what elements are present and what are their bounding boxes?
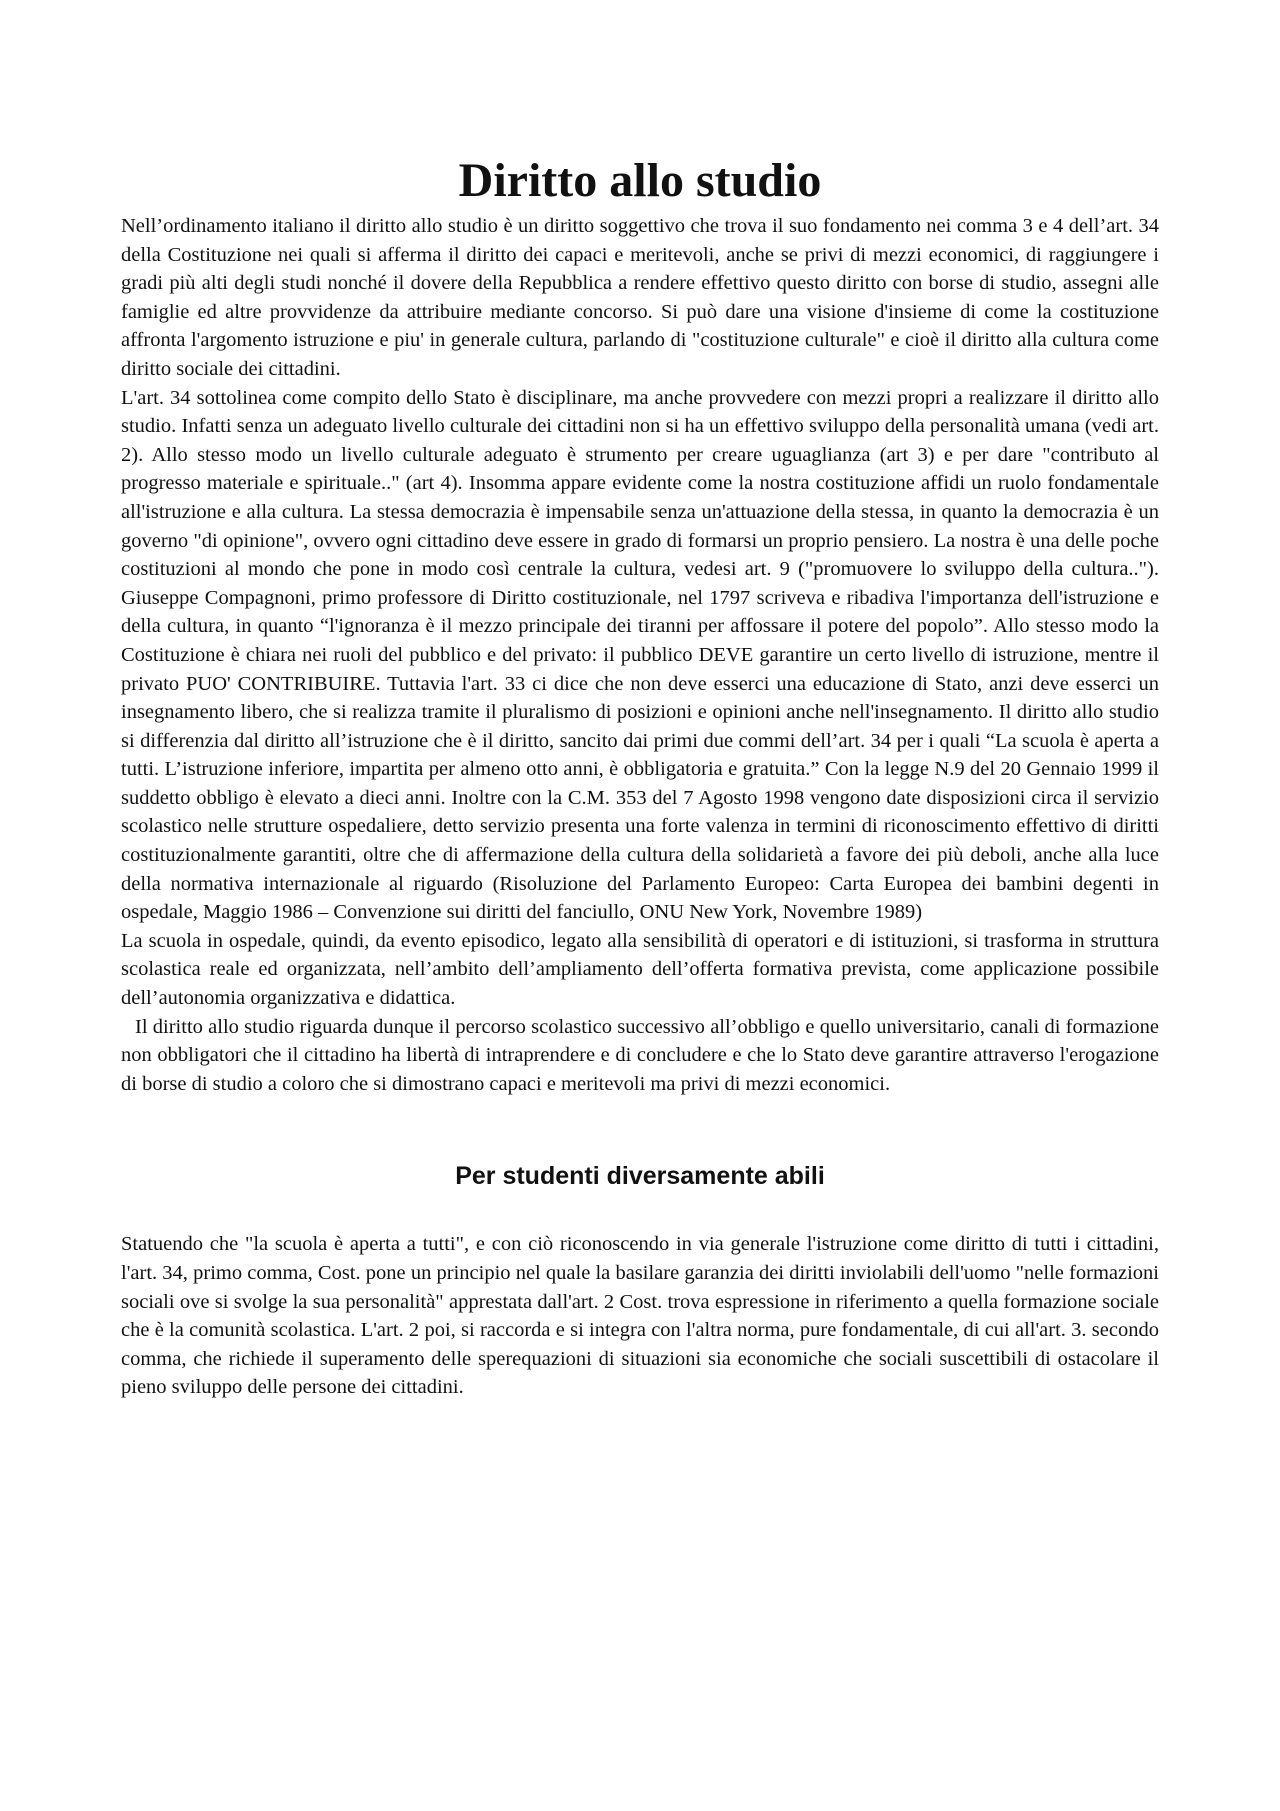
paragraph-diversamente-abili: Statuendo che "la scuola è aperta a tutti", e con ciò riconoscendo in via generale l'istruzione come diritto di tutti i cittadini, l'art. 34, primo comma, Cost. pone un principio nel quale la basilare garanzia dei diritti inviolabili dell'uomo "nelle formazioni sociali ove si svolge la sua personalità" apprestata dall'art. 2 Cost. trova espressione in riferimento a quella formazione sociale che è la comunità scolastica. L'art. 2 poi, si raccorda e si integra con l'altra norma, pure fondamentale, di cui all'art. 3. secondo comma, che richiede il superamento delle sperequazioni di situazioni sia economiche che sociali suscettibili di ostacolare il pieno sviluppo delle persone dei cittadini. bbox=[121, 1233, 1159, 1399]
paragraph-intro: Nell’ordinamento italiano il diritto allo studio è un diritto soggettivo che trova il suo fondamento nei comma 3 e 4 dell’art. 34 della Costituzione nei quali si afferma il diritto dei capaci e meritevoli, anche se privi di mezzi economici, di raggiungere i gradi più alti degli studi nonché il dovere della Repubblica a rendere effettivo questo diritto con borse di studio, assegni alle famiglie ed altre provvidenze da attribuire mediante concorso. Si può dare una visione d'insieme di come la costituzione affronta l'argomento istruzione e piu' in generale cultura, parlando di "costituzione culturale" e cioè il diritto alla cultura come diritto sociale dei cittadini. bbox=[121, 215, 1159, 380]
main-body bbox=[121, 212, 1159, 1098]
section-heading: Per studenti diversamente abili bbox=[455, 1162, 825, 1191]
paragraph-conclusion: Il diritto allo studio riguarda dunque il percorso scolastico successivo all’obbligo e quello universitario, canali di formazione non obbligatori che il cittadino ha libertà di intraprendere e di concludere e che lo Stato deve garantire attraverso l'erogazione di borse di studio a coloro che si dimostrano capaci e meritevoli ma privi di mezzi economici. bbox=[121, 1015, 1159, 1095]
section-body bbox=[121, 1230, 1159, 1402]
document-page bbox=[121, 150, 1159, 1402]
document-title: Diritto allo studio bbox=[458, 154, 822, 207]
paragraph-art34: L'art. 34 sottolinea come compito dello Stato è disciplinare, ma anche provvedere con mezzi propri a realizzare il diritto allo studio. Infatti senza un adeguato livello culturale dei cittadini non si ha un effettivo sviluppo della personalità umana (vedi art. 2). Allo stesso modo un livello culturale adeguato è strumento per creare uguaglianza (art 3) e per dare "contributo al progresso materiale e spirituale.." (art 4). Insomma appare evidente come la nostra costituzione affidi un ruolo fondamentale all'istruzione e alla cultura. La stessa democrazia è impensabile senza un'attuazione della stessa, in quanto la democrazia è un governo "di opinione", ovvero ogni cittadino deve essere in grado di formarsi un proprio pensiero. La nostra è una delle poche costituzioni al mondo che pone in modo così centrale la cultura, vedesi art. 9 ("promuovere lo sviluppo della cultura.."). Giuseppe Compagnoni, primo professore di Diritto costituzionale, nel 1797 scriveva e ribadiva l'importanza dell'istruzione e della cultura, in quanto “l'ignoranza è il mezzo principale dei tiranni per affossare il potere del popolo”. Allo stesso modo la Costituzione è chiara nei ruoli del pubblico e del privato: il pubblico DEVE garantire un certo livello di istruzione, mentre il privato PUO' CONTRIBUIRE. Tuttavia l'art. 33 ci dice che non deve esserci una educazione di Stato, anzi deve esserci un insegnamento libero, che si realizza tramite il pluralismo di posizioni e opinioni anche nell'insegnamento. Il diritto allo studio si differenzia dal diritto all’istruzione che è il diritto, sancito dai primi due commi dell’art. 34 per i quali “La scuola è aperta a tutti. L’istruzione inferiore, impartita per almeno otto anni, è obbligatoria e gratuita.” Con la legge N.9 del 20 Gennaio 1999 il suddetto obbligo è elevato a dieci anni. Inoltre con la C.M. 353 del 7 Agosto 1998 vengono date disposizioni circa il servizio scolastico nelle strutture ospedaliere, detto servizio presenta una forte valenza in termini di riconoscimento effettivo di diritti costituzionalmente garantiti, oltre che di affermazione della cultura della solidarietà a favore dei più deboli, anche alla luce della normativa internazionale al riguardo (Risoluzione del Parlamento Europeo: Carta Europea dei bambini degenti in ospedale, Maggio 1986 – Convenzione sui diritti del fanciullo, ONU New York, Novembre 1989) bbox=[121, 386, 1159, 924]
paragraph-scuola-ospedale: La scuola in ospedale, quindi, da evento episodico, legato alla sensibilità di operatori e di istituzioni, si trasforma in struttura scolastica reale ed organizzata, nell’ambito dell’ampliamento dell’offerta formativa prevista, come applicazione possibile dell’autonomia organizzativa e didattica. bbox=[121, 929, 1159, 1010]
